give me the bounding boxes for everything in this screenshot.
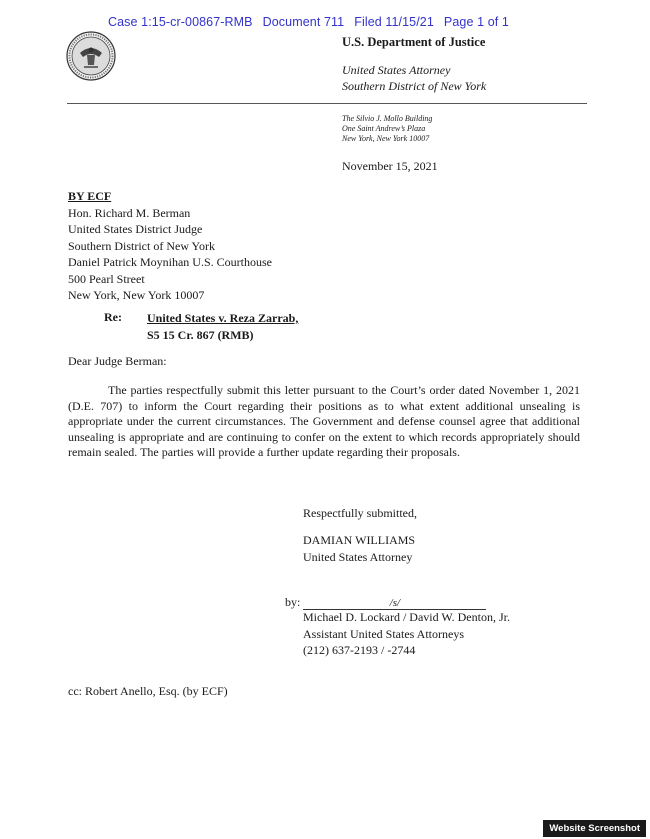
signers-title: Assistant United States Attorneys <box>303 626 464 641</box>
filing-header <box>108 15 509 29</box>
cc-line: cc: Robert Anello, Esq. (by ECF) <box>68 684 228 698</box>
letter-date: November 15, 2021 <box>342 159 438 173</box>
signers-block <box>303 609 510 659</box>
filed-date: Filed 11/15/21 <box>354 15 434 29</box>
signers-names: Michael D. Lockard / David W. Denton, Jr. <box>303 610 510 624</box>
recipient-line: 500 Pearl Street <box>68 271 145 286</box>
address-line-1: The Silvio J. Mollo Building <box>342 114 433 123</box>
by-label: by: <box>285 595 301 609</box>
case-number: Case 1:15-cr-00867-RMB <box>108 15 253 29</box>
salutation: Dear Judge Berman: <box>68 354 167 368</box>
by-line <box>285 595 486 610</box>
re-subject <box>147 310 298 343</box>
office-line-1: United States Attorney <box>342 63 451 77</box>
address-line-3: New York, New York 10007 <box>342 134 430 143</box>
address-line-2: One Saint Andrew’s Plaza <box>342 124 426 133</box>
recipient-line: Hon. Richard M. Berman <box>68 205 191 220</box>
signature: /s/ <box>303 597 486 610</box>
signatory-name: DAMIAN WILLIAMS <box>303 533 416 547</box>
case-caption: United States v. Reza Zarrab, <box>147 311 299 325</box>
signers-phone: (212) 637-2193 / -2744 <box>303 643 416 657</box>
signatory-title: United States Attorney <box>303 549 413 564</box>
signatory-block <box>303 532 415 565</box>
office-line-2: Southern District of New York <box>342 79 487 93</box>
office-address <box>342 114 432 144</box>
case-docket: S5 15 Cr. 867 (RMB) <box>147 327 254 342</box>
recipient-line: New York, New York 10007 <box>68 288 205 302</box>
department-name: U.S. Department of Justice <box>342 35 486 49</box>
recipient-line: Southern District of New York <box>68 238 215 253</box>
re-label: Re: <box>104 310 122 324</box>
delivery-method: BY ECF <box>68 189 112 203</box>
doj-seal-icon <box>66 31 116 81</box>
website-screenshot-badge: Website Screenshot <box>543 820 646 837</box>
document-number: Document 711 <box>262 15 345 29</box>
recipient-line: Daniel Patrick Moynihan U.S. Courthouse <box>68 255 272 269</box>
recipient-line: United States District Judge <box>68 222 203 236</box>
body-paragraph: The parties respectfully submit this letter pursuant to the Court’s order dated November 1, 2021 (D.E. 707) to inform the Court regarding their positions as to what extent additional unsealing is appropriate under the current circumstances. The Government and defense counsel agree that additional unsealing is appropriate and are continuing to confer on the extent to which records appropriately should remain sealed. The parties will provide a further update regarding their proposals. <box>68 383 580 460</box>
page-count: Page 1 of 1 <box>443 15 509 29</box>
closing-text: Respectfully submitted, <box>303 506 417 520</box>
letterhead-divider <box>67 103 587 104</box>
recipient-block <box>68 188 272 304</box>
